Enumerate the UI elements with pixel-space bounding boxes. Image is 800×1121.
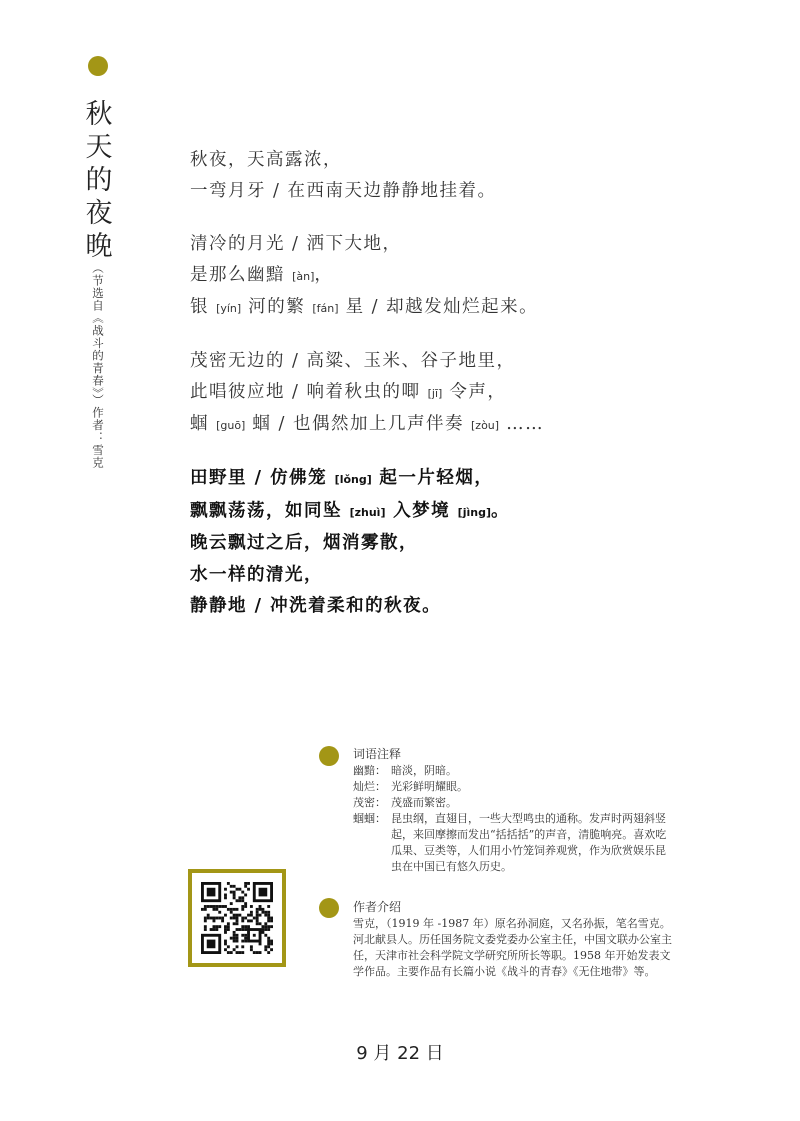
word-notes <box>353 746 673 875</box>
note-definition: 茂盛而繁密。 <box>391 796 457 809</box>
poem-stanza <box>190 229 750 324</box>
poem-line: 田野里 / 仿佛笼 [lǒng] 起一片轻烟， <box>190 468 494 488</box>
note-term: 蝈蝈： <box>353 812 386 825</box>
note-term: 幽黯： <box>353 764 386 777</box>
note-item <box>353 763 673 779</box>
poem-stanza <box>190 145 750 207</box>
decorative-dot <box>88 56 108 76</box>
title-char: 晚 <box>85 231 113 262</box>
note-term: 茂密： <box>353 796 386 809</box>
title-char: 天 <box>85 132 113 163</box>
poem-line: 茂密无边的 / 高粱、玉米、谷子地里， <box>190 351 516 371</box>
notes-dot <box>319 746 339 766</box>
qr-code[interactable] <box>188 869 286 967</box>
note-definition: 暗淡，阴暗。 <box>391 764 457 777</box>
poem-line: 静静地 / 冲洗着柔和的秋夜。 <box>190 596 442 616</box>
poem-line: 蝈 [guō] 蝈 / 也偶然加上几声伴奏 [zòu] …… <box>190 414 545 434</box>
poem-line: 是那么幽黯 [àn]， <box>190 265 334 285</box>
poem-line: 此唱彼应地 / 响着秋虫的唧 [jī] 令声， <box>190 382 507 402</box>
notes-heading: 词语注释 <box>353 747 402 761</box>
poem-stanza <box>190 463 750 623</box>
poem-line: 飘飘荡荡，如同坠 [zhuì] 入梦境 [jìng]。 <box>190 500 510 521</box>
author-intro <box>353 899 673 980</box>
author-text: 雪克，（1919 年 -1987 年）原名孙洞庭，又名孙振，笔名雪克。河北献县人。历任国务院文委党委办公室主任，中国文联办公室主任，天津市社会科学院文学研究所所长等职。1958 年开始发表文学作品。主要作品有长篇小说《战斗的青春》《无住地带》等。 <box>353 917 672 978</box>
title-char: 的 <box>85 165 113 196</box>
poem-line: 水一样的清光， <box>190 564 323 585</box>
poem-line: 清冷的月光 / 洒下大地， <box>190 234 402 254</box>
poem-body <box>190 145 750 645</box>
title-char: 秋 <box>85 99 113 130</box>
note-definition: 光彩鲜明耀眼。 <box>391 780 468 793</box>
poem-stanza <box>190 346 750 441</box>
vertical-title <box>82 98 116 263</box>
vertical-subtitle: （节选自《战斗的青春》）作者：雪克 <box>91 262 105 469</box>
poem-line: 秋夜，天高露浓， <box>190 150 342 170</box>
note-item <box>353 795 673 811</box>
poem-line: 晚云飘过之后，烟消雾散， <box>190 533 418 553</box>
qr-code-icon <box>201 882 273 954</box>
note-definition: 昆虫纲，直翅目，一些大型鸣虫的通称。发声时两翅斜竖起，来回摩擦而发出“括括括”的声音，清脆响亮。喜欢吃瓜果、豆类等，人们用小竹笼饲养观赏，作为欣赏娱乐昆虫在中国已有悠久历史。 <box>391 812 667 873</box>
title-char: 夜 <box>85 198 113 229</box>
poem-line: 银 [yín] 河的繁 [fán] 星 / 却越发灿烂起来。 <box>190 297 539 317</box>
author-dot <box>319 898 339 918</box>
poem-line: 一弯月牙 / 在西南天边静静地挂着。 <box>190 181 497 201</box>
notes-list <box>353 763 673 875</box>
page-date: 9 月 22 日 <box>356 1043 444 1064</box>
note-item <box>353 779 673 795</box>
author-heading: 作者介绍 <box>353 900 402 914</box>
note-item <box>353 811 673 875</box>
note-term: 灿烂： <box>353 780 386 793</box>
